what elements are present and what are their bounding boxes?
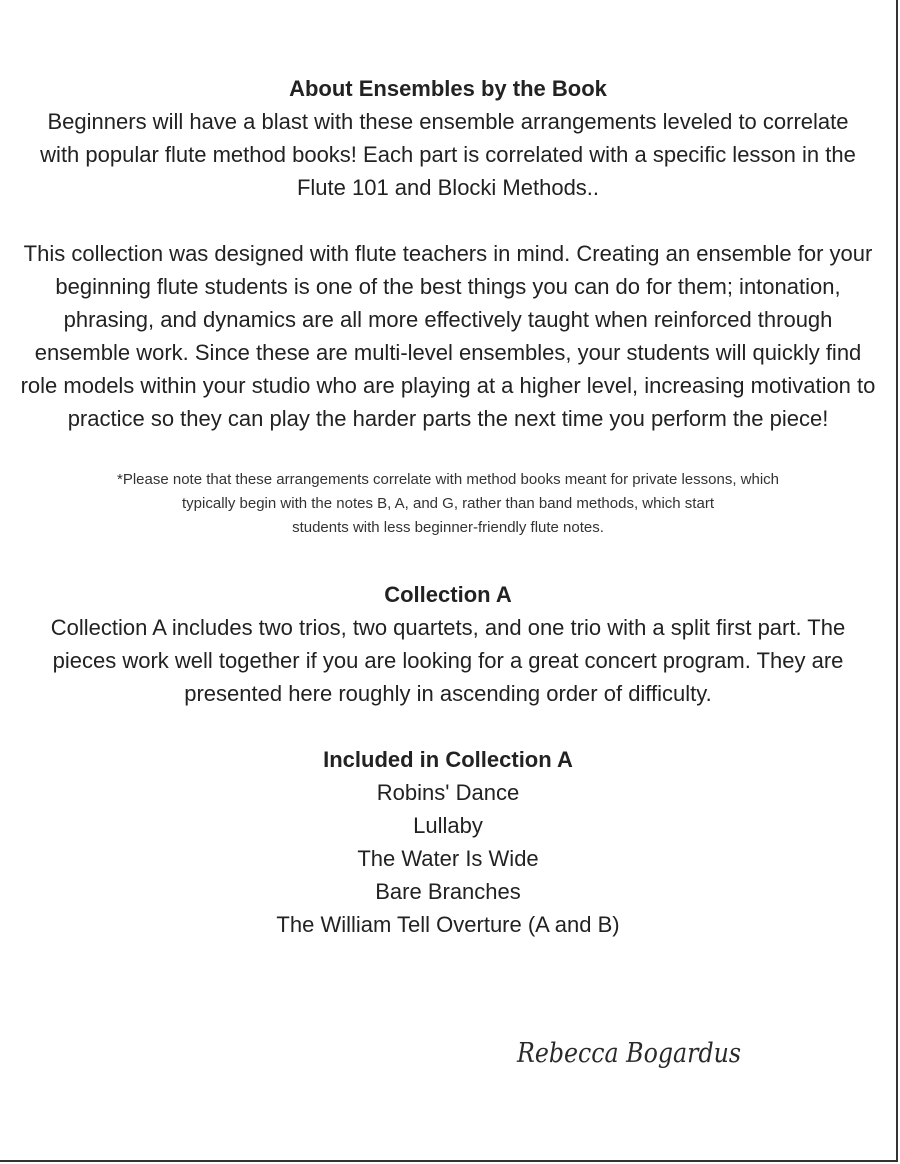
included-title: Included in Collection A (323, 747, 573, 772)
collection-description: Collection A includes two trios, two quartets, and one trio with a split first part. The pieces work well together if you are looking for a great concert program. They are presented here roughly in ascending order of difficulty. (50, 615, 846, 706)
collection-section (20, 578, 876, 710)
about-title: About Ensembles by the Book (289, 76, 607, 101)
included-list (20, 776, 876, 941)
about-paragraph-2: This collection was designed with flute teachers in mind. Creating an ensemble for your beginning flute students is one of the best things you can do for them; intonation, phrasing, and dynamics are all more effectively taught when reinforced through ensemble work. Since these are multi-level ensembles, your students will quickly find role models within your studio who are playing at a higher level, increasing motivation to practice so they can play the harder parts the next time you perform the piece! (20, 241, 876, 431)
list-item: The Water Is Wide (357, 846, 539, 871)
paragraph-spacer (20, 204, 876, 237)
collection-title: Collection A (384, 582, 512, 607)
list-item: The William Tell Overture (A and B) (276, 912, 620, 937)
about-paragraph-1: Beginners will have a blast with these ensemble arrangements leveled to correlate with popular flute method books! Each part is correlated with a specific lesson in the Flute 101 and Blocki Methods.. (40, 109, 856, 200)
included-section (20, 743, 876, 941)
footnote-line-2: typically begin with the notes B, A, and G, rather than band methods, which start (182, 495, 714, 512)
footnote-line-1: *Please note that these arrangements correlate with method books meant for private lessons, which (116, 471, 780, 488)
list-item: Bare Branches (375, 879, 521, 904)
list-item: Robins' Dance (376, 780, 520, 805)
document-content (20, 72, 876, 941)
signature (515, 1028, 755, 1078)
about-section (20, 72, 876, 540)
list-item: Lullaby (413, 813, 483, 838)
signature-text: Rebecca Bogardus (516, 1038, 741, 1069)
footnote-line-3: students with less beginner-friendly flute notes. (292, 519, 604, 536)
footnote (20, 468, 876, 540)
